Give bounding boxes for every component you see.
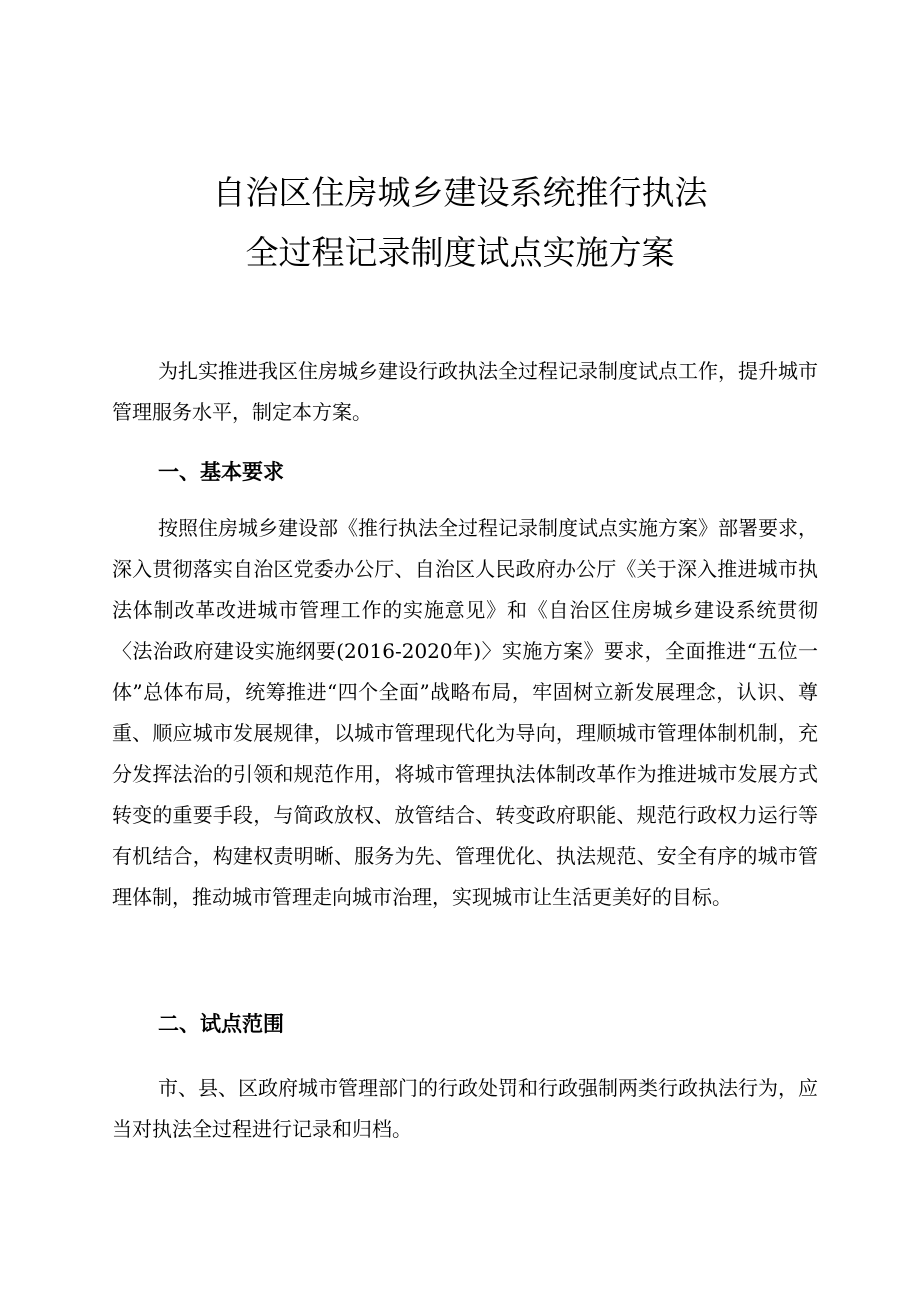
intro-paragraph: 为扎实推进我区住房城乡建设行政执法全过程记录制度试点工作，提升城市管理服务水平，制定本方案。 <box>112 359 818 424</box>
title-line-1: 自治区住房城乡建设系统推行执法 <box>212 173 708 212</box>
document-title <box>0 163 920 283</box>
section2-paragraph: 市、县、区政府城市管理部门的行政处罚和行政强制两类行政执法行为，应当对执法全过程进行记录和归档。 <box>112 1076 818 1141</box>
intro-paragraph-block <box>112 351 818 433</box>
section-heading-basic-requirements: 一、基本要求 <box>158 460 284 484</box>
section1-paragraph-block <box>112 508 818 918</box>
title-line-2: 全过程记录制度试点实施方案 <box>245 233 675 272</box>
section-heading-pilot-scope: 二、试点范围 <box>158 1012 284 1036</box>
section2-paragraph-block <box>112 1068 818 1150</box>
section1-paragraph: 按照住房城乡建设部《推行执法全过程记录制度试点实施方案》部署要求，深入贯彻落实自治区党委办公厅、自治区人民政府办公厅《关于深入推进城市执法体制改革改进城市管理工作的实施意见》和《自治区住房城乡建设系统贯彻〈法治政府建设实施纲要(2016-2020年)〉实施方案》要求，全面推进“五位一体”总体布局，统筹推进“四个全面”战略布局，牢固树立新发展理念，认识、尊重、顺应城市发展规律，以城市管理现代化为导向，理顺城市管理体制机制，充分发挥法治的引领和规范作用，将城市管理执法体制改革作为推进城市发展方式转变的重要手段，与简政放权、放管结合、转变政府职能、规范行政权力运行等有机结合，构建权责明晰、服务为先、管理优化、执法规范、安全有序的城市管理体制，推动城市管理走向城市治理，实现城市让生活更美好的目标。 <box>112 516 818 909</box>
